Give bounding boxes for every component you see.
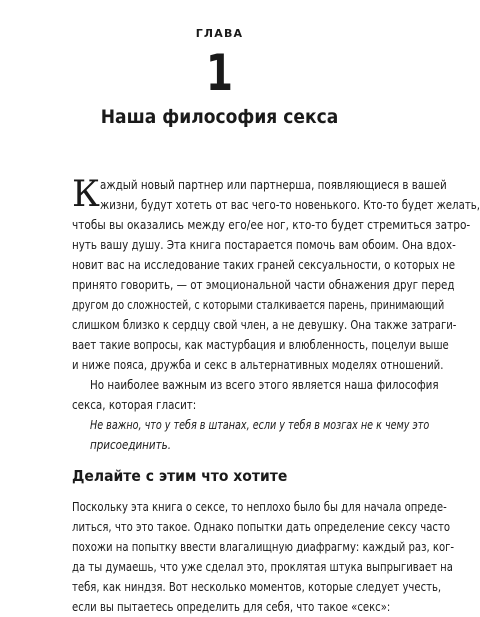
intro-line: чтобы вы оказались между его/ее ног, кто-то будет стремиться затро- [72, 218, 471, 232]
chapter-label: ГЛАВА [195, 27, 244, 40]
intro-line: аждый новый партнер или партнерша, появляющиеся в вашей [100, 178, 447, 192]
chapter-number: 1 [205, 44, 234, 102]
philosophy-quote: Не важно, что у тебя в штанах, если у тебя в мозгах не к чему это [90, 418, 430, 432]
drop-cap: К [72, 174, 100, 215]
section-line: если вы пытаетесь определить для себя, что такое «секс»: [72, 600, 391, 614]
intro-line: нуть вашу душу. Эта книга постарается помочь вам обоим. Она вдох- [72, 238, 456, 252]
section-heading: Делайте с этим что хотите [72, 467, 288, 485]
intro-line: другом до сложностей, с которыми сталкивается парень, принимающий [72, 298, 445, 312]
intro-line: слишком близко к сердцу свой член, а не девушку. Она также затраги- [72, 318, 457, 332]
philosophy-line: секса, которая гласит: [72, 398, 197, 412]
section-line: тебя, как ниндзя. Вот несколько моментов, которые следует учесть, [72, 580, 442, 594]
section-line: литься, что это такое. Однако попытки дать определение сексу часто [72, 520, 450, 534]
intro-line: принято говорить, — от эмоциональной части обнажения друг перед [72, 278, 455, 292]
intro-line: жизни, будут хотеть от вас чего-то новенького. Кто-то будет желать, [100, 198, 480, 212]
section-line: похожи на попытку ввести влагалищную диафрагму: каждый раз, ког- [72, 540, 455, 554]
section-line: да ты думаешь, что уже сделал это, проклятая штука выпрыгивает на [72, 560, 453, 574]
section-line: Поскольку эта книга о сексе, то неплохо было бы для начала опреде- [72, 500, 447, 514]
chapter-title: Наша философия секса [100, 106, 339, 128]
intro-line: новит вас на исследование таких граней сексуальности, о которых не [72, 258, 456, 272]
philosophy-line: Но наиболее важным из всего этого является наша философия [90, 378, 439, 392]
intro-line: вает такие вопросы, как мастурбация и влюбленность, поцелуи выше [72, 338, 449, 352]
philosophy-quote: присоединить. [90, 438, 172, 452]
intro-line: и ниже пояса, дружба и секс в альтернативных моделях отношений. [72, 358, 444, 372]
